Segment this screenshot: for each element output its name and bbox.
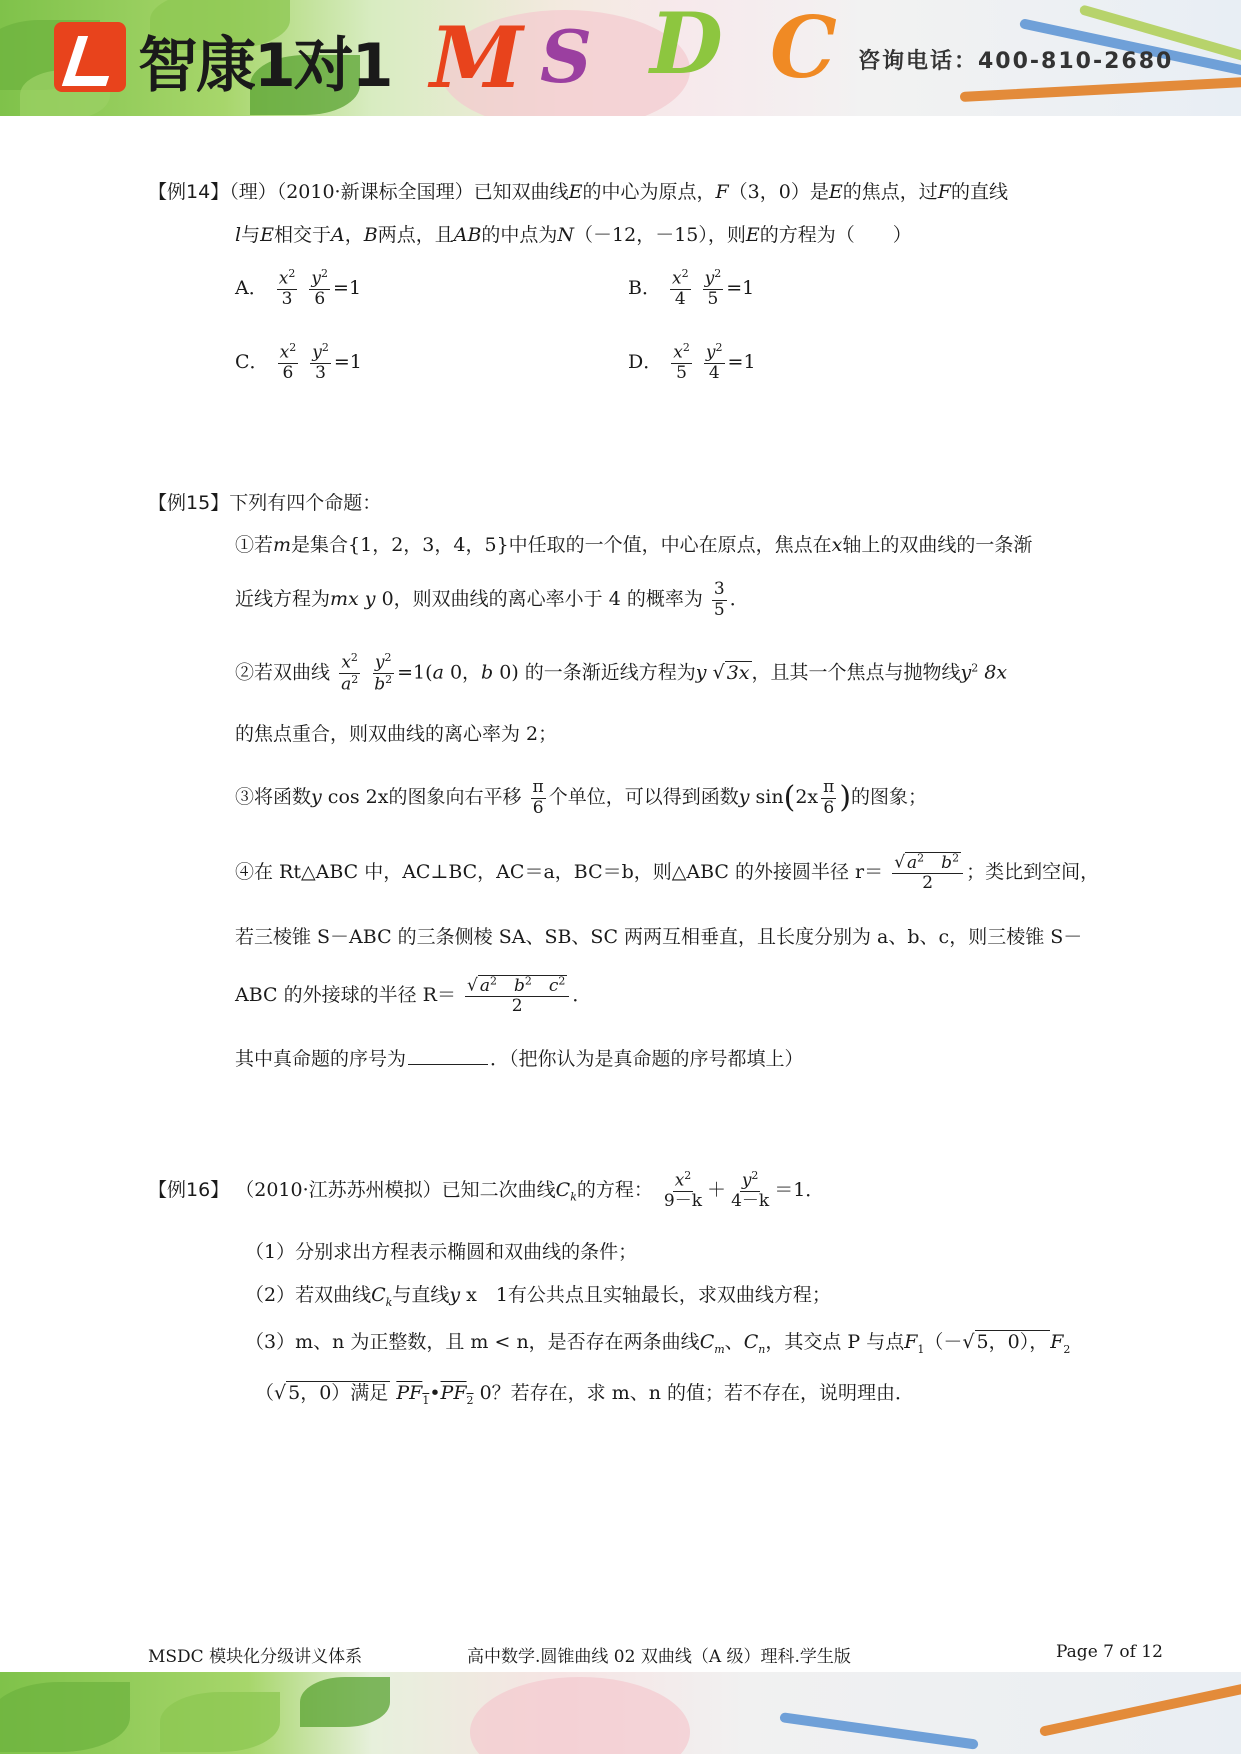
logo-text: 智康1对1	[138, 31, 392, 101]
brand-letter-c: C	[770, 0, 837, 97]
option-b[interactable]: B． $\frac{x^2}{4}$ $\frac{y^2}{5}$ =1	[628, 267, 755, 310]
option-a[interactable]: A． $\frac{x^2}{3}$ $\frac{y^2}{6}$ =1	[235, 267, 362, 310]
ex16-question-1: （1）分别求出方程表示椭圆和双曲线的条件；	[245, 1241, 638, 1263]
ex15-question: 其中真命题的序号为 ．（把你认为是真命题的序号都填上）	[235, 1048, 804, 1070]
ex15-label: 【例15】	[148, 492, 230, 514]
phone-number: 咨询电话：400-810-2680	[858, 49, 1174, 74]
page-footer-banner	[0, 1672, 1241, 1754]
page-header-banner	[0, 0, 1241, 116]
ex16-line-1: 【例16】 （2010·江苏苏州模拟）已知二次曲线$C_k$的方程： $\frac{x^2}{9-k}$ ＋ $\frac{y^2}{4-k}$ ＝1．	[148, 1169, 825, 1212]
ex16-question-3-line-2: （√ 5，0）满足 $PF_1•PF_2$ 0？若存在，求 m、n 的值；若不存在，说明理由．	[255, 1382, 914, 1407]
brand-letter-m: M	[430, 8, 523, 107]
proposition-3: ③将函数y cos 2x的图象向右平移 $\frac{\pi}{6}$ 个单位，可以得到函数y sin(2x $\frac{\pi}{6}$ )的图象；	[235, 777, 928, 818]
footer-page-number: Page 7 of 12	[1056, 1642, 1163, 1662]
brand-letter-d: D	[650, 0, 723, 93]
proposition-4-line-2: 若三棱锥 S－ABC 的三条侧棱 SA、SB、SC 两两互相垂直，且长度分别为 a、b、c，则三棱锥 S－	[235, 926, 1083, 948]
footer-left: MSDC 模块化分级讲义体系	[148, 1647, 363, 1667]
ex16-question-2: （2）若双曲线$C_k$与直线y x 1有公共点且实轴最长，求双曲线方程；	[245, 1284, 831, 1309]
proposition-4-line-1: ④在 Rt△ABC 中，AC⊥BC，AC＝a，BC＝b，则△ABC 的外接圆半径 r＝ $\frac{√ a^2 b^2}{2}$ ；类比到空间，	[235, 851, 1100, 894]
proposition-1-line-1: ①若m是集合{1，2，3，4，5}中任取的一个值，中心在原点，焦点在x轴上的双曲线的一条渐	[235, 534, 1033, 556]
proposition-4-line-3: ABC 的外接球的半径 R＝ $\frac{√ a^2 b^2 c^2}{2}$ ．	[235, 974, 592, 1017]
ex14-line-2: l与E相交于A，B两点，且AB的中点为N（－12，－15），则E的方程为（ ）	[235, 224, 912, 246]
proposition-1-line-2: 近线方程为mx y 0，则双曲线的离心率小于 4 的概率为 $\frac{3}{5}$ ．	[235, 579, 749, 620]
logo-mark-icon	[54, 22, 126, 92]
ex14-line-1: 【例14】（理）（2010·新课标全国理）已知双曲线E的中心为原点，F（3，0）是E的焦点，过F的直线	[148, 181, 1008, 203]
footer-center: 高中数学.圆锥曲线 02 双曲线（A 级）理科.学生版	[467, 1647, 851, 1667]
ex14-label: 【例14】	[148, 181, 230, 203]
ex16-label: 【例16】	[148, 1178, 230, 1201]
option-d[interactable]: D． $\frac{x^2}{5}$ $\frac{y^2}{4}$ =1	[628, 341, 756, 384]
brand-letter-s: S	[540, 14, 592, 99]
ex15-intro: 【例15】下列有四个命题：	[148, 492, 382, 514]
ex16-question-3-line-1: （3）m、n 为正整数，且 m < n，是否存在两条曲线$C_m$、$C_n$，其交点 P 与点$F_1(-√$ 5，0）， $F_2$	[245, 1331, 1071, 1356]
answer-blank[interactable]	[408, 1064, 488, 1065]
option-c[interactable]: C． $\frac{x^2}{6}$ $\frac{y^2}{3}$ =1	[235, 341, 362, 384]
proposition-2-line-2: 的焦点重合，则双曲线的离心率为 2；	[235, 723, 558, 745]
proposition-2-line-1: ②若双曲线 $\frac{x^2}{a^2}$ $\frac{y^2}{b^2}$ =1(a 0，b 0) 的一条渐近线方程为y √ 3x ，且其一个焦点与抛物线$y^2$ 8x	[235, 651, 1008, 695]
